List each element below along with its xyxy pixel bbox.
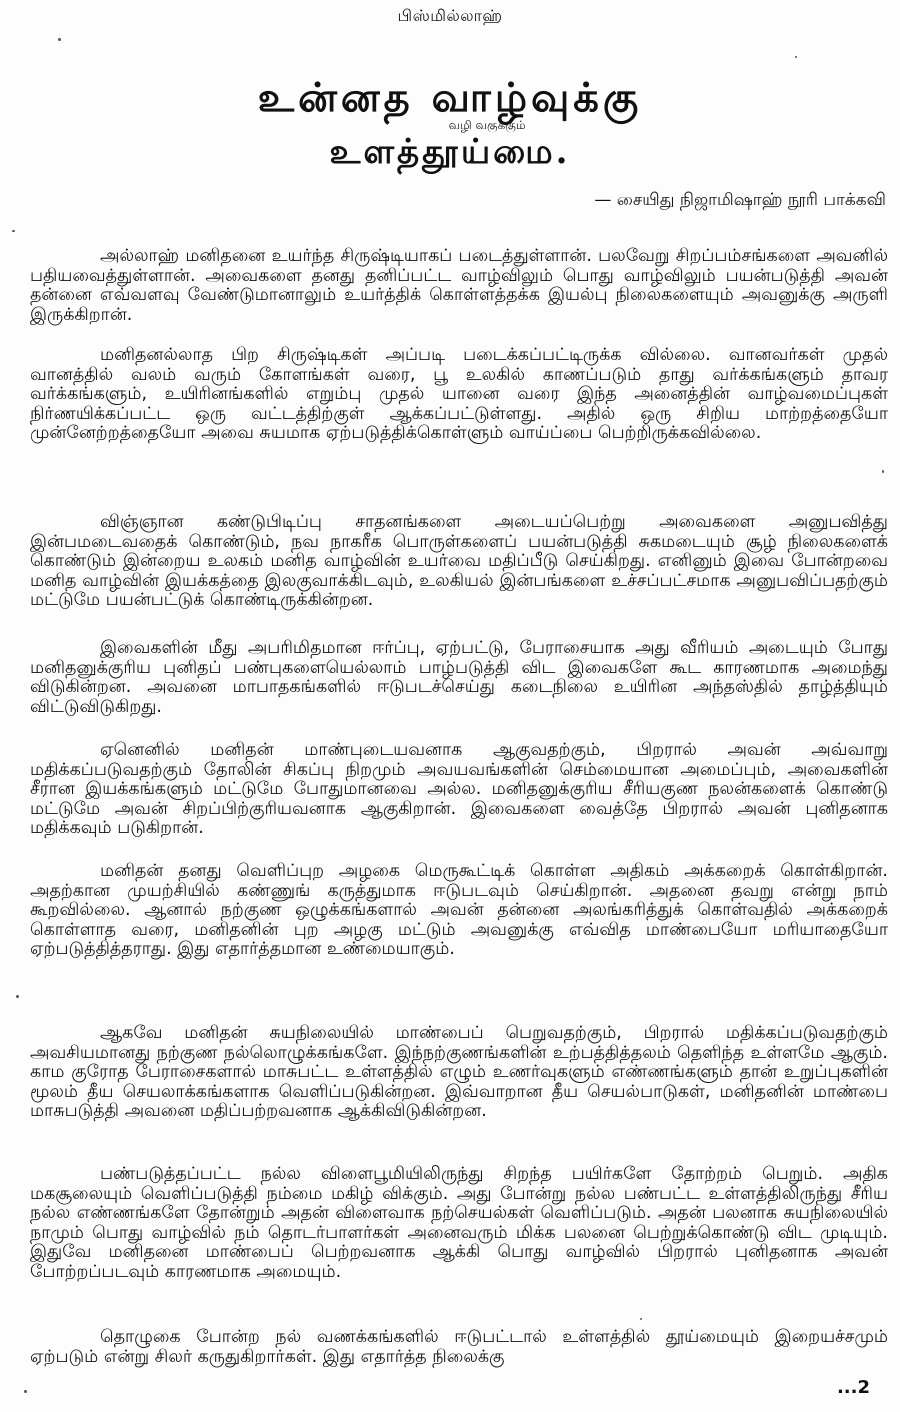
paragraph-5: ஏனெனில் மனிதன் மாண்புடையவனாக ஆகுவதற்கும், பிறரால் அவன் அவ்வாறு மதிக்கப்படுவதற்கும் தோலின் சிகப்பு நிறமும் அவயவங்களின் செம்மையான அமைப்பும், அவைகளின் சீரான இயக்கங்களும் மட்டுமே போதுமானவை அல்ல. மனிதனுக்குரிய சீரியகுண நலன்களைக் கொண்டு மட்டுமே அவன் சிறப்பிற்குரியவனாக ஆகுகிறான். இவைகளை வைத்தே பிறரால் அவன் புனிதனாக மதிக்கவும் படுகிறான். [30,740,888,838]
scan-speck [12,230,15,232]
paragraph-9: தொழுகை போன்ற நல் வணக்கங்களில் ஈடுபட்டால் உள்ளத்தில் தூய்மையும் இறையச்சமும் ஏற்படும் என்று சிலர் கருதுகிறார்கள். இது எதார்த்த நிலைக்கு [30,1327,888,1367]
scan-speck [640,1318,642,1320]
paragraph-2: மனிதனல்லாத பிற சிருஷ்டிகள் அப்படி படைக்கப்பட்டிருக்க வில்லை. வானவர்கள் முதல் வானத்தில் வலம் வரும் கோளங்கள் வரை, பூ உலகில் காணப்படும் தாது வர்க்கங்களும் தாவர வர்க்கங்களும், உயிரினங்களில் எறும்பு முதல் யானை வரை இந்த அனைத்தின் வாழ்வமைப்புகள் நிர்ணயிக்கப்பட்ட ஒரு வட்டத்திற்குள் ஆக்கப்பட்டுள்ளது. அதில் ஒரு சிறிய மாற்றத்தையோ முன்னேற்றத்தையோ அவை சுயமாக ஏற்படுத்திக்கொள்ளும் வாய்ப்பை பெற்றிருக்கவில்லை. [30,345,888,443]
scan-speck [24,1390,27,1393]
paragraph-3: விஞ்ஞான கண்டுபிடிப்பு சாதனங்களை அடையப்பெற்று அவைகளை அனுபவித்து இன்பமடைவதைக் கொண்டும், நவ நாகரீக பொருள்களைப் பயன்படுத்தி சுகமடையும் சூழ் நிலைகளைக் கொண்டும் இன்றைய உலகம் மனித வாழ்வின் உயர்வை மதிப்பீடு செய்கிறது. எனினும் இவை போன்றவை மனித வாழ்வின் இயக்கத்தை இலகுவாக்கிடவும், உலகியல் இன்பங்களை உச்சப்பட்சமாக அனுபவிப்பதற்கும் மட்டுமே பயன்பட்டுக் கொண்டிருக்கின்றன. [30,512,888,610]
paragraph-7: ஆகவே மனிதன் சுயநிலையில் மாண்பைப் பெறுவதற்கும், பிறரால் மதிக்கப்படுவதற்கும் அவசியமானது நற்குண நல்லொழுக்கங்களே. இந்நற்குணங்களின் உற்பத்தித்தலம் தெளிந்த உள்ளமே ஆகும். காம குரோத பேராசைகளால் மாசுபட்ட உள்ளத்தில் எழும் உணர்வுகளும் எண்ணங்களும் தான் உறுப்புகளின் மூலம் தீய செயலாக்கங்களாக வெளிப்படுகின்றன. இவ்வாறான தீய செயல்பாடுகள், மனிதனின் மாண்பை மாசுபடுத்தி அவனை மதிப்பற்றவனாக ஆக்கிவிடுகின்றன. [30,1023,888,1121]
bismillah-header: பிஸ்மில்லாஹ் [397,6,503,25]
page-number: ...2 [836,1377,870,1398]
page-title: உன்னத வாழ்வுக்கு [257,74,643,121]
scan-speck [16,995,19,998]
author-line: — சையிது நிஜாமிஷாஹ் நூரி பாக்கவி [594,190,886,210]
scan-speck [882,470,884,473]
paragraph-4: இவைகளின் மீது அபரிமிதமான ஈர்ப்பு, ஏற்பட்டு, பேராசையாக அது வீரியம் அடையும் போது மனிதனுக்குரிய புனிதப் பண்புகளையெல்லாம் பாழ்படுத்தி விட இவைகளே கூட காரணமாக அமைந்து விடுகின்றன. அவனை மாபாதகங்களில் ஈடுபடச்செய்து கடைநிலை உயிரின அந்தஸ்தில் தாழ்த்தியும் விட்டுவிடுகிறது. [30,638,888,717]
paragraph-8: பண்படுத்தப்பட்ட நல்ல விளைபூமியிலிருந்து சிறந்த பயிர்களே தோற்றம் பெறும். அதிக மகசூலையும் வெளிப்படுத்தி நம்மை மகிழ் விக்கும். அது போன்று நல்ல பண்பட்ட உள்ளத்திலிருந்து சீரிய நல்ல எண்ணங்களே தோன்றும் அதன் விளைவாக நற்செயல்கள் வெளிப்படும். அதன் பலனாக சுயநிலையில் நாமும் பொது வாழ்வில் நம் தொடர்பாளர்கள் அனைவரும் மிக்க பலனை பெற்றுக்கொண்டு விட முடியும். இதுவே மனிதனை மாண்பைப் பெற்றவனாக ஆக்கி பொது வாழ்வில் பிறரால் புனிதனாக அவன் போற்றப்படவும் காரணமாக அமையும். [30,1164,888,1282]
page-subtitle: உளத்தூய்மை. [329,132,571,172]
title-connector: வழி வகுக்கும் [448,118,526,132]
paragraph-6: மனிதன் தனது வெளிப்புற அழகை மெருகூட்டிக் கொள்ள அதிகம் அக்கறைக் கொள்கிறான். அதற்கான முயற்சியில் கண்ணுங் கருத்துமாக ஈடுபடவும் செய்கிறான். அதனை தவறு என்று நாம் கூறவில்லை. ஆனால் நற்குண ஒழுக்கங்களால் அவன் தன்னை அலங்கரித்துக் கொள்வதில் அக்கறைக் கொள்ளாத வரை, மனிதனின் புற அழகு மட்டும் அவனுக்கு எவ்வித மாண்பையோ மரியாதையோ ஏற்படுத்தித்தராது. இது எதார்த்தமான உண்மையாகும். [30,861,888,959]
scan-speck [58,38,61,41]
paragraph-1: அல்லாஹ் மனிதனை உயர்ந்த சிருஷ்டியாகப் படைத்துள்ளான். பலவேறு சிறப்பம்சங்களை அவனில் பதியவைத்துள்ளான். அவைகளை தனது தனிப்பட்ட வாழ்விலும் பொது வாழ்விலும் பயன்படுத்தி அவன் தன்னை எவ்வளவு வேண்டுமானாலும் உயர்த்திக் கொள்ளத்தக்க இயல்பு நிலைகளையும் அவனுக்கு அருளி இருக்கிறான். [30,246,888,325]
scan-speck [795,56,797,58]
